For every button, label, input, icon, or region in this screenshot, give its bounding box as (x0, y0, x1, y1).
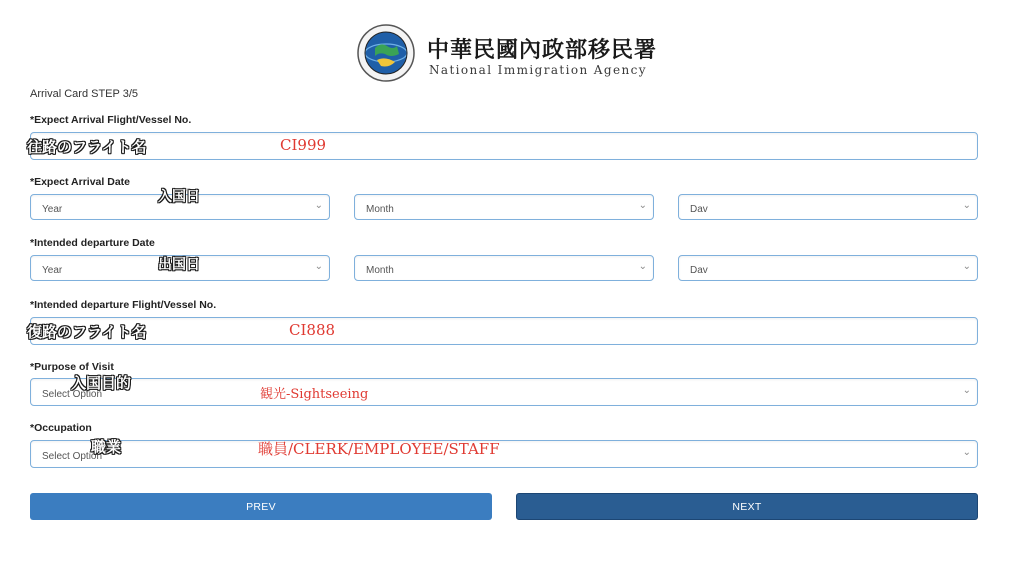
agency-name-english: National Immigration Agency (429, 63, 647, 77)
chevron-down-icon: ⌄ (314, 200, 323, 211)
chevron-down-icon: ⌄ (962, 447, 971, 458)
purpose-placeholder: Select Option (42, 389, 103, 400)
chevron-down-icon: ⌄ (314, 261, 323, 272)
next-button[interactable]: NEXT (516, 493, 978, 520)
chevron-down-icon: ⌄ (962, 261, 971, 272)
departure-month-text: Month (366, 265, 394, 276)
arrival-flight-value: CI999 (280, 136, 327, 154)
arrival-month-text: Month (366, 204, 394, 215)
departure-flight-annotation: 復路のフライト名 (27, 323, 147, 341)
purpose-label: *Purpose of Visit (30, 361, 114, 373)
arrival-flight-label: *Expect Arrival Flight/Vessel No. (30, 114, 192, 126)
purpose-select[interactable] (30, 378, 978, 406)
departure-day-select[interactable] (678, 255, 978, 281)
departure-date-label: *Intended departure Date (30, 237, 155, 249)
occupation-select[interactable] (30, 440, 978, 468)
agency-name-chinese: 中華民國內政部移民署 (427, 37, 658, 63)
chevron-down-icon: ⌄ (638, 200, 647, 211)
arrival-month-select[interactable] (354, 194, 654, 220)
departure-month-select[interactable] (354, 255, 654, 281)
occupation-label: *Occupation (30, 422, 92, 434)
seal-icon (357, 24, 415, 82)
arrival-date-label: *Expect Arrival Date (30, 176, 130, 188)
occupation-annotation: 職業 (91, 438, 122, 456)
chevron-down-icon: ⌄ (962, 200, 971, 211)
step-indicator: Arrival Card STEP 3/5 (30, 88, 139, 100)
purpose-annotation: 入国目的 (71, 374, 132, 392)
departure-date-annotation: 出国日 (158, 257, 200, 273)
purpose-value: 観光-Sightseeing (260, 387, 369, 402)
departure-flight-label: *Intended departure Flight/Vessel No. (30, 299, 217, 311)
departure-day-text: Dav (690, 265, 708, 276)
arrival-flight-annotation: 往路のフライト名 (27, 138, 147, 156)
chevron-down-icon: ⌄ (638, 261, 647, 272)
arrival-date-annotation: 入国日 (158, 189, 200, 205)
departure-year-text: Year (42, 265, 63, 276)
departure-flight-input[interactable] (30, 317, 978, 345)
arrival-year-text: Year (42, 204, 63, 215)
arrival-flight-input[interactable] (30, 132, 978, 160)
occupation-placeholder: Select Option (42, 451, 103, 462)
departure-flight-value: CI888 (289, 321, 336, 339)
chevron-down-icon: ⌄ (962, 385, 971, 396)
arrival-day-text: Dav (690, 204, 708, 215)
agency-logo (357, 24, 415, 82)
occupation-value: 職員/CLERK/EMPLOYEE/STAFF (258, 440, 500, 458)
arrival-day-select[interactable] (678, 194, 978, 220)
prev-button[interactable]: PREV (30, 493, 492, 520)
